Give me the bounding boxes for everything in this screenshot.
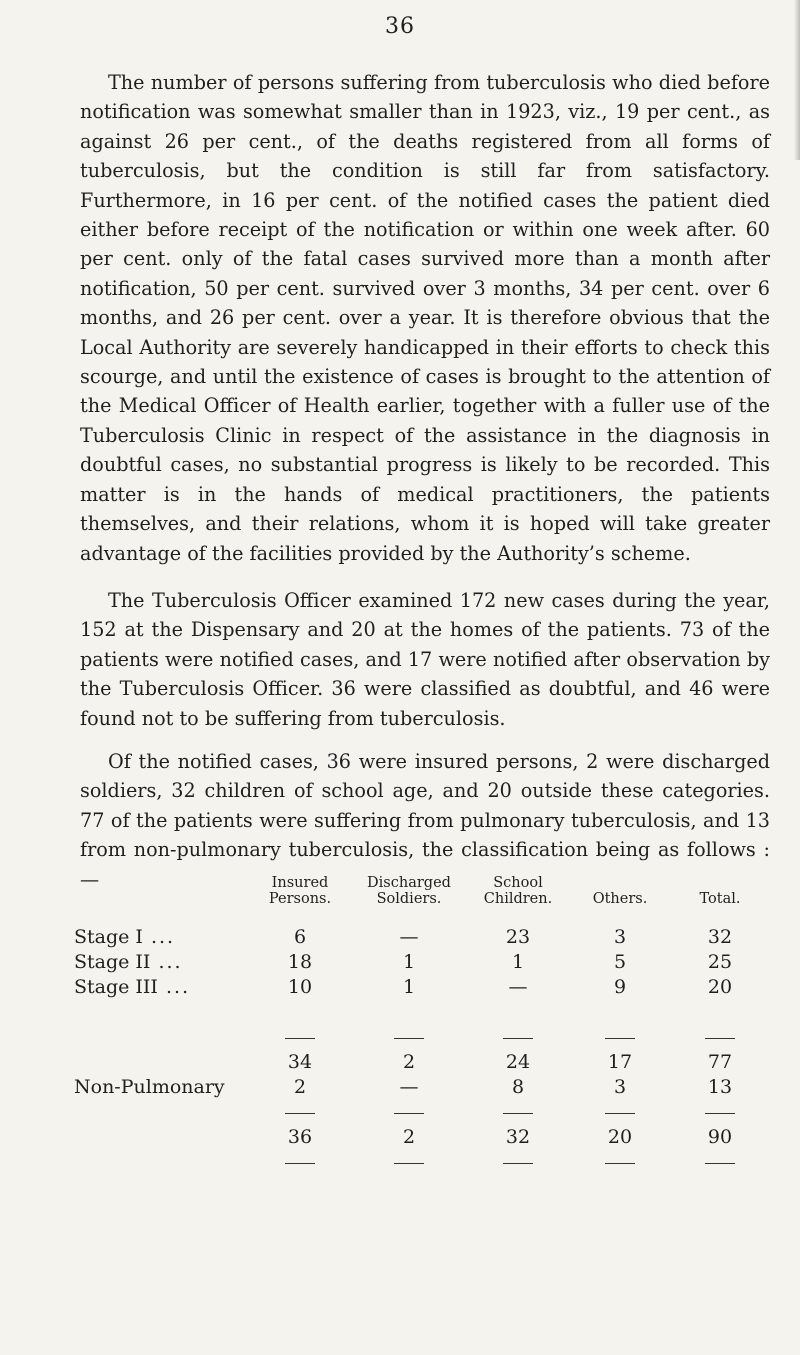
header-school-children: School Children. (483, 875, 553, 907)
column-rule (605, 1038, 635, 1039)
column-rule (605, 1113, 635, 1114)
table-cell: 1 (402, 976, 416, 998)
table-row-stage-2 (74, 950, 770, 975)
table-row-stage-1 (74, 925, 770, 950)
table-cell: 77 (707, 1051, 733, 1073)
column-rule (394, 1113, 424, 1114)
header-discharged-soldiers: Discharged Soldiers. (367, 875, 451, 907)
table-cell: 20 (707, 976, 733, 998)
row-label (74, 975, 248, 1000)
table-cell: 1 (511, 951, 525, 973)
table-cell: — (399, 1076, 419, 1098)
leader-dots: ... (142, 926, 176, 948)
table-cell: 32 (505, 1126, 531, 1148)
leader-dots: ... (150, 951, 183, 973)
row-label-text: Stage I (74, 926, 143, 948)
row-label (74, 1050, 248, 1075)
body-text (80, 68, 770, 908)
row-label (74, 925, 248, 950)
table-row-non-pulmonary (74, 1075, 770, 1100)
table-cell: 90 (707, 1126, 733, 1148)
table-cell: 25 (707, 951, 733, 973)
table-cell: 3 (613, 926, 627, 948)
table-rule-row (74, 1100, 770, 1125)
column-rule (705, 1163, 735, 1164)
header-total: Total. (699, 891, 741, 907)
table-cell: — (508, 976, 528, 998)
header-label-column (74, 875, 248, 925)
column-rule (394, 1038, 424, 1039)
row-label (74, 950, 248, 975)
column-rule (503, 1113, 533, 1114)
table-cell: 5 (613, 951, 627, 973)
table-cell: 24 (505, 1051, 531, 1073)
classification-table (74, 875, 770, 1175)
row-label-text: Stage II (74, 951, 151, 973)
table-row-pulmonary-subtotal (74, 1050, 770, 1075)
leader-dots: ... (157, 976, 191, 998)
table-cell: 17 (607, 1051, 633, 1073)
table-rule-row (74, 1025, 770, 1050)
table-cell: 3 (613, 1076, 627, 1098)
table-row-stage-3 (74, 975, 770, 1000)
table-cell: 8 (511, 1076, 525, 1098)
table-cell: 2 (293, 1076, 307, 1098)
table-cell: 20 (607, 1126, 633, 1148)
table-rule-row (74, 1150, 770, 1175)
row-label (74, 1125, 248, 1150)
row-label-text: Stage III (74, 976, 158, 998)
column-rule (705, 1113, 735, 1114)
table-cell: — (399, 926, 419, 948)
table-cell: 2 (402, 1051, 416, 1073)
table-cell: 36 (287, 1126, 313, 1148)
column-rule (605, 1163, 635, 1164)
paragraph-notified-cases: Of the notified cases, 36 were insured persons, 2 were discharged soldiers, 32 children of school age, and 20 outside these categories. 77 of the patients were suffering from pulmonary tuberculosis, and 13 from non-pulmonary tuberculosis, the classification being as follows :— (80, 749, 770, 891)
column-rule (503, 1038, 533, 1039)
table-cell: 32 (707, 926, 733, 948)
table-row-grand-total (74, 1125, 770, 1150)
table-cell: 34 (287, 1051, 313, 1073)
column-rule (394, 1163, 424, 1164)
paragraph-cases-examined: The Tuberculosis Officer examined 172 new cases during the year, 152 at the Dispensary and 20 at the homes of the patients. 73 of the patients were notified cases, and 17 were notified after observation by the Tuberculosis Officer. 36 were classified as doubtful, and 46 were found not to be suffering from tuberculosis. (80, 588, 770, 730)
paragraph-deaths-before-notification: The number of persons suffering from tuberculosis who died before notification was somewhat smaller than in 1923, viz., 19 per cent., as against 26 per cent., of the deaths registered from all forms of tuberculosis, but the condition is still far from satisfactory. Furthermore, in 16 per cent. of the notified cases the patient died either before receipt of the notification or within one week after. 60 per cent. only of the fatal cases survived more than a month after notification, 50 per cent. survived over 3 months, 34 per cent. over 6 months, and 26 per cent. over a year. It is therefore obvious that the Local Authority are severely handicapped in their efforts to check this scourge, and until the existence of cases is brought to the attention of the Medical Officer of Health earlier, together with a fuller use of the Tuberculosis Clinic in respect of the assistance in the diagnosis in doubtful cases, no substantial progress is likely to be recorded. This matter is in the hands of medical practitioners, the patients themselves, and their relations, whom it is hoped will take greater advantage of the facilities provided by the Authority’s scheme. (80, 71, 770, 565)
table-cell: 10 (287, 976, 313, 998)
column-rule (503, 1163, 533, 1164)
column-rule (285, 1113, 315, 1114)
page-number: 36 (385, 14, 415, 39)
table-cell: 6 (293, 926, 307, 948)
column-rule (285, 1163, 315, 1164)
row-label: Non-Pulmonary (74, 1076, 225, 1098)
table-header-row (74, 875, 770, 925)
table-cell: 9 (613, 976, 627, 998)
table-cell: 1 (402, 951, 416, 973)
column-rule (285, 1038, 315, 1039)
table-cell: 18 (287, 951, 313, 973)
table-cell: 2 (402, 1126, 416, 1148)
header-insured-persons: Insured Persons. (268, 875, 332, 907)
header-others: Others. (592, 891, 648, 907)
column-rule (705, 1038, 735, 1039)
table-cell: 23 (505, 926, 531, 948)
table-cell: 13 (707, 1076, 733, 1098)
